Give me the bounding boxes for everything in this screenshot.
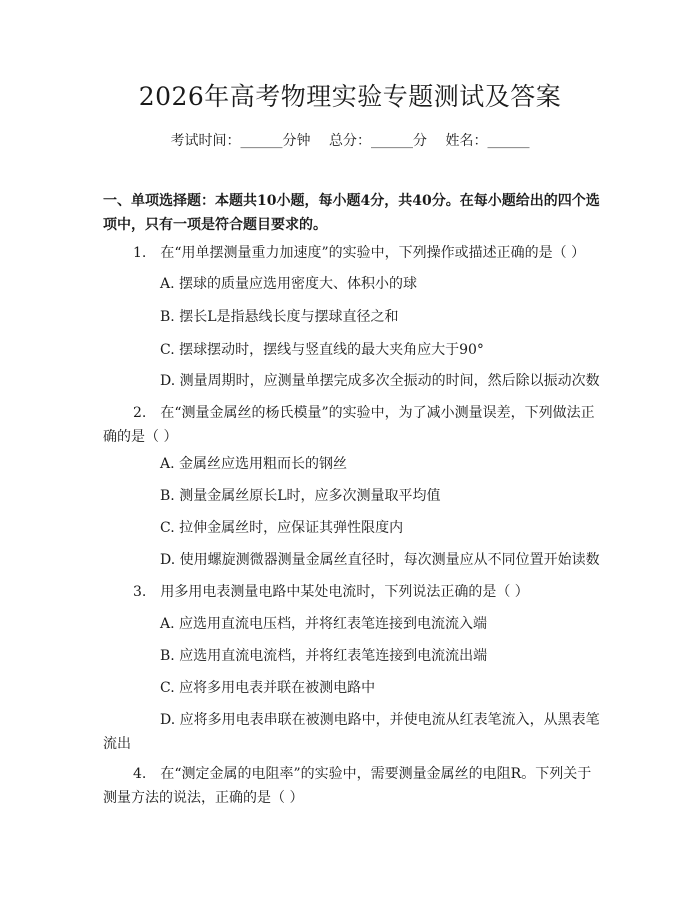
question-1-option-b: B. 摆长L是指悬线长度与摆球直径之和 [160, 309, 399, 325]
question-1-option-c: C. 摆球摆动时，摆线与竖直线的最大夹角应大于90° [160, 342, 484, 358]
question-3-option-b: B. 应选用直流电流档，并将红表笔连接到电流流出端 [160, 648, 488, 664]
question-2-option-c: C. 拉伸金属丝时，应保证其弹性限度内 [160, 520, 404, 536]
exam-meta [0, 131, 700, 151]
question-2-option-a: A. 金属丝应选用粗而长的钢丝 [160, 456, 348, 472]
exam-score: 总分：______分 [329, 133, 427, 149]
exam-time: 考试时间：______分钟 [170, 133, 311, 149]
section-heading: 一、单项选择题：本题共10小题，每小题4分，共40分。在每小题给出的四个选项中，只有一项是符合题目要求的。 [103, 193, 600, 233]
question-1-stem: 1. 在“用单摆测量重力加速度”的实验中，下列操作或描述正确的是（ ） [133, 245, 586, 261]
question-1-option-d: D. 测量周期时，应测量单摆完成多次全振动的时间，然后除以振动次数 [160, 373, 600, 389]
question-1-option-a: A. 摆球的质量应选用密度大、体积小的球 [160, 276, 418, 292]
question-3-option-c: C. 应将多用电表并联在被测电路中 [160, 680, 376, 696]
question-2-option-d: D. 使用螺旋测微器测量金属丝直径时，每次测量应从不同位置开始读数 [160, 552, 600, 568]
question-3-option-a: A. 应选用直流电压档，并将红表笔连接到电流流入端 [160, 616, 488, 632]
page-title: 2026年高考物理实验专题测试及答案 [138, 82, 562, 111]
question-4-stem: 4. 在“测定金属的电阻率”的实验中，需要测量金属丝的电阻R。下列关于测量方法的说法，正确的是（ ） [103, 766, 592, 806]
question-2-stem: 2. 在“测量金属丝的杨氏模量”的实验中，为了减小测量误差，下列做法正确的是（ ） [103, 405, 595, 445]
question-3-stem: 3. 用多用电表测量电路中某处电流时，下列说法正确的是（ ） [133, 584, 529, 600]
question-2-option-b: B. 测量金属丝原长L时，应多次测量取平均值 [160, 488, 441, 504]
exam-name: 姓名：______ [445, 133, 530, 149]
question-3-option-d: D. 应将多用电表串联在被测电路中，并使电流从红表笔流入，从黑表笔流出 [103, 712, 600, 752]
